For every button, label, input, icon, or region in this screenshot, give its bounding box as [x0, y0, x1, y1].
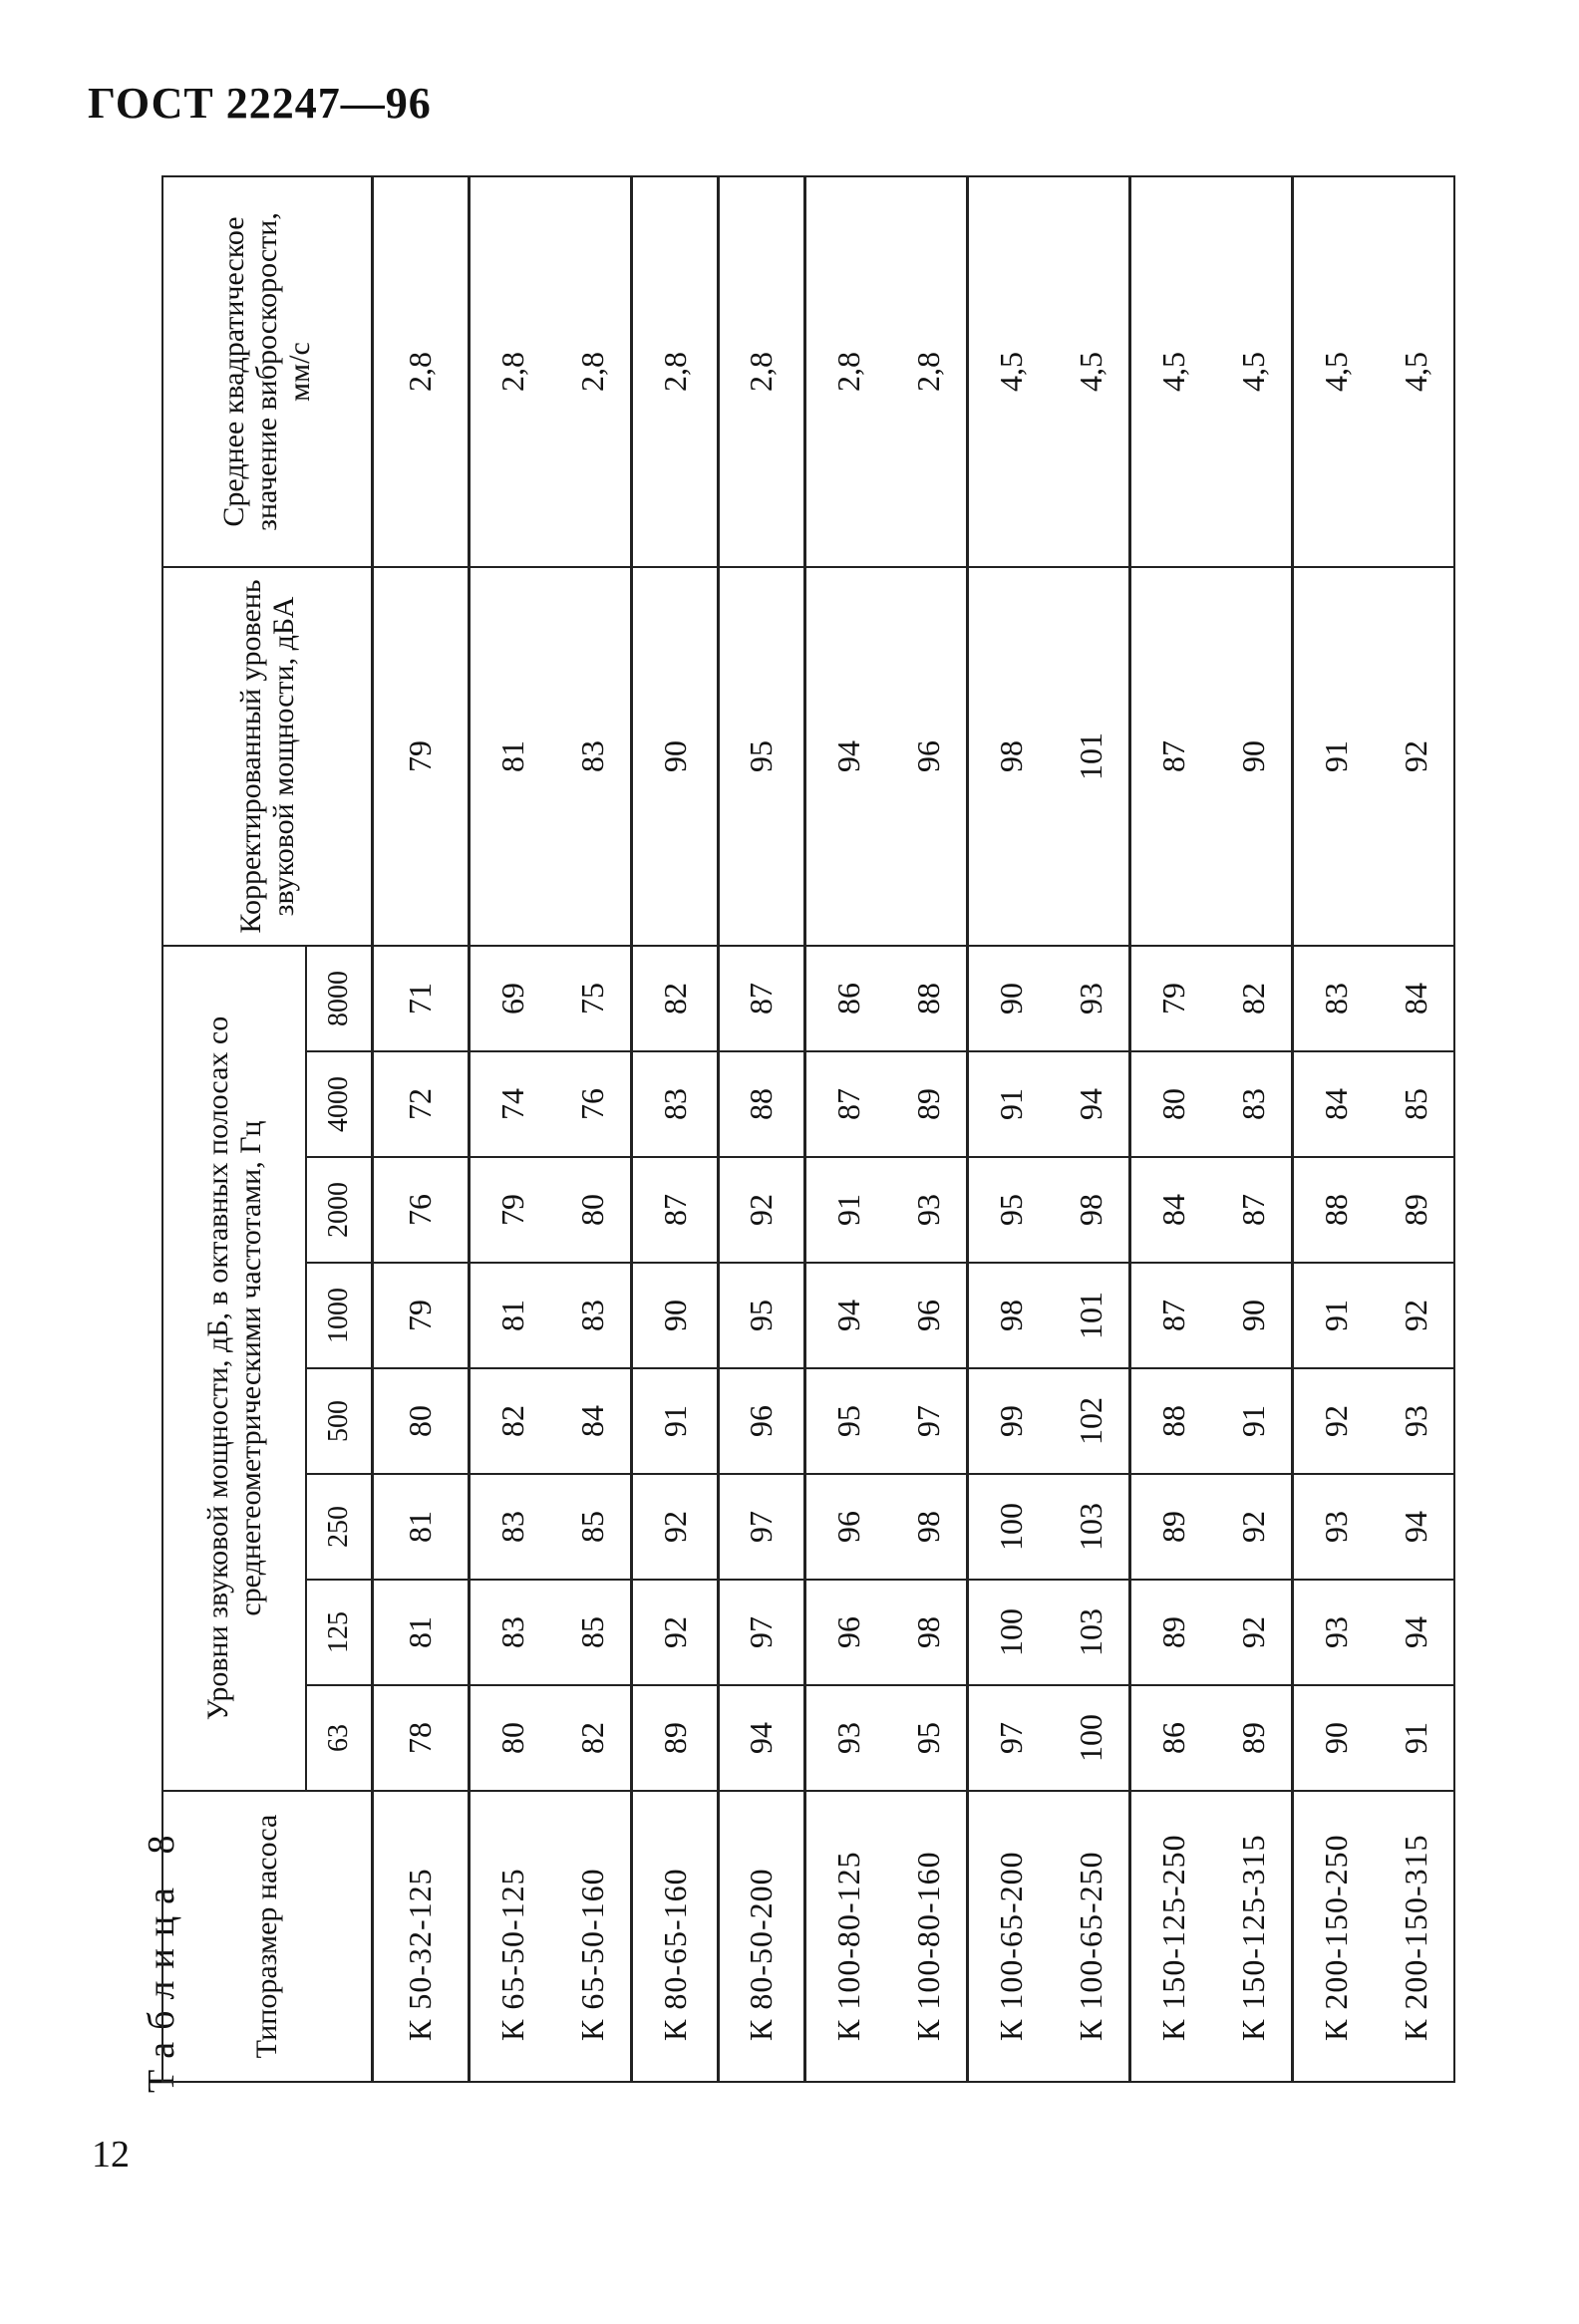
sound-level-cell: 84 [1379, 946, 1454, 1051]
table-row [967, 176, 1054, 2082]
pump-size-cell: К 200-150-250 [1292, 1791, 1379, 2082]
sound-level-cell: 82 [470, 1368, 556, 1474]
sound-level-cell: 93 [1054, 946, 1129, 1051]
header-vibration-velocity: Среднее квадратическое значение виброскорости, мм/с [162, 176, 372, 567]
sound-level-cell: 84 [1292, 1051, 1379, 1157]
sound-level-cell: 92 [1216, 1474, 1292, 1580]
header-frequency: 8000 [306, 946, 372, 1051]
sound-level-cell: 93 [891, 1157, 967, 1263]
vibration-cell: 2,8 [556, 176, 632, 567]
table-row [1129, 176, 1216, 2082]
sound-level-cell: 81 [470, 1263, 556, 1368]
sound-level-cell: 102 [1054, 1368, 1129, 1474]
sound-level-cell: 83 [632, 1051, 719, 1157]
sound-level-cell: 80 [1129, 1051, 1216, 1157]
table-row [556, 176, 632, 2082]
sound-level-cell: 89 [1129, 1580, 1216, 1685]
sound-level-cell: 93 [804, 1685, 891, 1791]
corrected-level-cell: 96 [891, 567, 967, 946]
sound-level-cell: 71 [372, 946, 470, 1051]
sound-level-cell: 83 [1292, 946, 1379, 1051]
sound-level-cell: 83 [556, 1263, 632, 1368]
sound-level-cell: 82 [632, 946, 719, 1051]
header-frequency: 63 [306, 1685, 372, 1791]
vibration-cell: 4,5 [1292, 176, 1379, 567]
sound-level-cell: 90 [1292, 1685, 1379, 1791]
vibration-cell: 2,8 [804, 176, 891, 567]
vibration-cell: 4,5 [1216, 176, 1292, 567]
corrected-level-cell: 91 [1292, 567, 1379, 946]
sound-level-cell: 95 [804, 1368, 891, 1474]
sound-level-cell: 84 [1129, 1157, 1216, 1263]
sound-level-cell: 72 [372, 1051, 470, 1157]
sound-level-cell: 98 [967, 1263, 1054, 1368]
sound-level-cell: 89 [1216, 1685, 1292, 1791]
sound-level-cell: 90 [967, 946, 1054, 1051]
sound-level-cell: 93 [1379, 1368, 1454, 1474]
sound-level-cell: 88 [719, 1051, 805, 1157]
sound-level-cell: 95 [719, 1263, 805, 1368]
header-frequency: 500 [306, 1368, 372, 1474]
sound-level-cell: 80 [470, 1685, 556, 1791]
pump-size-cell: К 100-65-200 [967, 1791, 1054, 2082]
vibration-cell: 4,5 [1054, 176, 1129, 567]
sound-level-cell: 87 [804, 1051, 891, 1157]
header-frequency: 4000 [306, 1051, 372, 1157]
sound-level-cell: 82 [1216, 946, 1292, 1051]
header-frequency: 250 [306, 1474, 372, 1580]
sound-level-cell: 95 [967, 1157, 1054, 1263]
data-table-container [161, 177, 1455, 2083]
pump-size-cell: К 80-65-160 [632, 1791, 719, 2082]
corrected-level-cell: 90 [1216, 567, 1292, 946]
sound-level-cell: 87 [719, 946, 805, 1051]
sound-level-cell: 98 [1054, 1157, 1129, 1263]
pump-size-cell: К 100-80-125 [804, 1791, 891, 2082]
sound-level-cell: 75 [556, 946, 632, 1051]
sound-level-cell: 89 [891, 1051, 967, 1157]
sound-level-cell: 93 [1292, 1474, 1379, 1580]
sound-level-cell: 91 [804, 1157, 891, 1263]
sound-level-cell: 91 [1216, 1368, 1292, 1474]
vibration-cell: 2,8 [372, 176, 470, 567]
sound-level-cell: 97 [891, 1368, 967, 1474]
sound-level-cell: 101 [1054, 1263, 1129, 1368]
sound-level-cell: 86 [804, 946, 891, 1051]
sound-level-cell: 79 [470, 1157, 556, 1263]
sound-level-cell: 94 [1379, 1474, 1454, 1580]
sound-level-cell: 81 [372, 1580, 470, 1685]
header-frequency: 2000 [306, 1157, 372, 1263]
sound-level-cell: 87 [632, 1157, 719, 1263]
vibration-cell: 2,8 [891, 176, 967, 567]
table-row [372, 176, 470, 2082]
sound-level-cell: 88 [1129, 1368, 1216, 1474]
vibration-cell: 4,5 [967, 176, 1054, 567]
sound-level-cell: 85 [1379, 1051, 1454, 1157]
sound-level-cell: 88 [1292, 1157, 1379, 1263]
sound-level-cell: 92 [1216, 1580, 1292, 1685]
pump-size-cell: К 100-80-160 [891, 1791, 967, 2082]
corrected-level-cell: 87 [1129, 567, 1216, 946]
corrected-level-cell: 94 [804, 567, 891, 946]
pump-size-cell: К 50-32-125 [372, 1791, 470, 2082]
sound-level-cell: 87 [1129, 1263, 1216, 1368]
sound-level-cell: 103 [1054, 1474, 1129, 1580]
vibration-cell: 4,5 [1379, 176, 1454, 567]
pump-size-cell: К 150-125-250 [1129, 1791, 1216, 2082]
sound-level-cell: 94 [1379, 1580, 1454, 1685]
corrected-level-cell: 101 [1054, 567, 1129, 946]
corrected-level-cell: 90 [632, 567, 719, 946]
sound-level-cell: 91 [1292, 1263, 1379, 1368]
sound-level-cell: 100 [1054, 1685, 1129, 1791]
sound-level-cell: 79 [1129, 946, 1216, 1051]
sound-level-cell: 83 [470, 1474, 556, 1580]
sound-level-cell: 90 [632, 1263, 719, 1368]
pump-size-cell: К 65-50-160 [556, 1791, 632, 2082]
table-row [632, 176, 719, 2082]
sound-level-cell: 92 [1379, 1263, 1454, 1368]
vibration-cell: 2,8 [719, 176, 805, 567]
sound-level-cell: 96 [719, 1368, 805, 1474]
sound-level-cell: 97 [719, 1474, 805, 1580]
sound-level-cell: 94 [804, 1263, 891, 1368]
sound-level-cell: 74 [470, 1051, 556, 1157]
document-code: ГОСТ 22247—96 [88, 79, 432, 128]
table-row [1379, 176, 1454, 2082]
corrected-level-cell: 79 [372, 567, 470, 946]
sound-level-cell: 98 [891, 1474, 967, 1580]
page-number: 12 [92, 2134, 130, 2176]
sound-level-cell: 82 [556, 1685, 632, 1791]
table-row [719, 176, 805, 2082]
sound-level-cell: 96 [804, 1580, 891, 1685]
sound-level-cell: 96 [804, 1474, 891, 1580]
sound-level-cell: 84 [556, 1368, 632, 1474]
sound-level-cell: 76 [556, 1051, 632, 1157]
sound-level-cell: 91 [967, 1051, 1054, 1157]
corrected-level-cell: 98 [967, 567, 1054, 946]
pump-size-cell: К 80-50-200 [719, 1791, 805, 2082]
sound-level-cell: 76 [372, 1157, 470, 1263]
sound-level-cell: 89 [1129, 1474, 1216, 1580]
sound-level-cell: 89 [1379, 1157, 1454, 1263]
sound-level-cell: 100 [967, 1580, 1054, 1685]
sound-level-cell: 85 [556, 1474, 632, 1580]
sound-level-cell: 99 [967, 1368, 1054, 1474]
vibration-cell: 2,8 [470, 176, 556, 567]
header-frequency: 125 [306, 1580, 372, 1685]
header-sound-power-levels: Уровни звуковой мощности, дБ, в октавных полосах со среднегеометрическими частотами, Гц [162, 946, 306, 1791]
sound-level-cell: 94 [719, 1685, 805, 1791]
header-pump-size: Типоразмер насоса [162, 1791, 372, 2082]
sound-level-cell: 103 [1054, 1580, 1129, 1685]
sound-level-cell: 97 [967, 1685, 1054, 1791]
sound-level-cell: 97 [719, 1580, 805, 1685]
sound-level-cell: 86 [1129, 1685, 1216, 1791]
sound-level-cell: 79 [372, 1263, 470, 1368]
sound-level-cell: 94 [1054, 1051, 1129, 1157]
corrected-level-cell: 81 [470, 567, 556, 946]
sound-level-cell: 92 [632, 1580, 719, 1685]
corrected-level-cell: 92 [1379, 567, 1454, 946]
sound-level-cell: 91 [632, 1368, 719, 1474]
sound-level-cell: 92 [632, 1474, 719, 1580]
vibration-cell: 2,8 [632, 176, 719, 567]
table-row [804, 176, 891, 2082]
sound-level-cell: 81 [372, 1474, 470, 1580]
pump-size-cell: К 100-65-250 [1054, 1791, 1129, 2082]
corrected-level-cell: 83 [556, 567, 632, 946]
sound-level-cell: 83 [470, 1580, 556, 1685]
sound-level-cell: 93 [1292, 1580, 1379, 1685]
sound-level-cell: 85 [556, 1580, 632, 1685]
sound-level-cell: 87 [1216, 1157, 1292, 1263]
sound-level-cell: 78 [372, 1685, 470, 1791]
sound-level-cell: 90 [1216, 1263, 1292, 1368]
sound-level-cell: 80 [556, 1157, 632, 1263]
sound-level-cell: 91 [1379, 1685, 1454, 1791]
sound-level-cell: 98 [891, 1580, 967, 1685]
sound-level-cell: 88 [891, 946, 967, 1051]
data-table [161, 175, 1455, 2083]
pump-size-cell: К 65-50-125 [470, 1791, 556, 2082]
table-row [470, 176, 556, 2082]
sound-level-cell: 89 [632, 1685, 719, 1791]
table-row [1292, 176, 1379, 2082]
table-row [1054, 176, 1129, 2082]
sound-level-cell: 95 [891, 1685, 967, 1791]
sound-level-cell: 100 [967, 1474, 1054, 1580]
pump-size-cell: К 200-150-315 [1379, 1791, 1454, 2082]
sound-level-cell: 92 [1292, 1368, 1379, 1474]
table-row [1216, 176, 1292, 2082]
table-row [891, 176, 967, 2082]
sound-level-cell: 83 [1216, 1051, 1292, 1157]
header-corrected-level: Корректированный уровень звуковой мощности, дБА [162, 567, 372, 946]
table-caption: Таблица 8 [141, 1823, 182, 2093]
vibration-cell: 4,5 [1129, 176, 1216, 567]
sound-level-cell: 80 [372, 1368, 470, 1474]
sound-level-cell: 92 [719, 1157, 805, 1263]
corrected-level-cell: 95 [719, 567, 805, 946]
sound-level-cell: 69 [470, 946, 556, 1051]
sound-level-cell: 96 [891, 1263, 967, 1368]
pump-size-cell: К 150-125-315 [1216, 1791, 1292, 2082]
header-frequency: 1000 [306, 1263, 372, 1368]
